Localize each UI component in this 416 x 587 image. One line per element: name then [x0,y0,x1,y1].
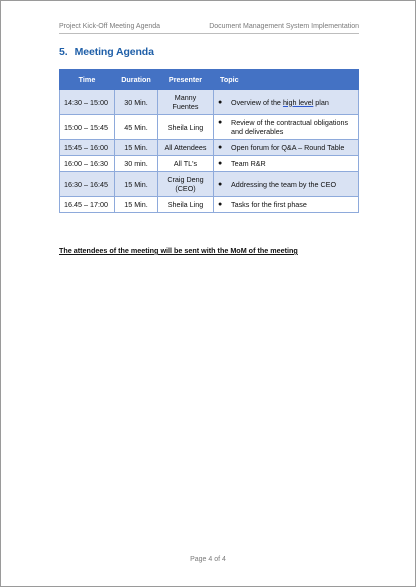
cell-presenter: All Attendees [158,140,214,156]
agenda-header-row [60,70,359,90]
table-row [60,156,359,172]
bullet-icon: ● [218,201,223,208]
agenda-table [59,69,359,213]
cell-presenter: Manny Fuentes [158,90,214,115]
cell-duration: 15 Min. [115,172,158,197]
cell-topic [214,156,359,172]
column-header-topic: Topic [214,70,359,90]
cell-duration: 45 Min. [115,115,158,140]
cell-time: 16.45 – 17:00 [60,197,115,213]
cell-presenter: Sheila Ling [158,197,214,213]
cell-duration: 30 Min. [115,90,158,115]
cell-topic [214,115,359,140]
section-number: 5. [59,46,68,58]
topic-text: Addressing the team by the CEO [231,179,337,189]
table-row [60,115,359,140]
cell-time: 15:45 – 16:00 [60,140,115,156]
attendees-note: The attendees of the meeting will be sent with the MoM of the meeting [59,246,298,255]
topic-text [231,98,329,107]
topic-text: Review of the contractual obligations and deliverables [231,118,349,136]
cell-time: 14:30 – 15:00 [60,90,115,115]
column-header-time: Time [60,70,115,90]
cell-topic [214,140,359,156]
section-title: Meeting Agenda [74,46,154,58]
cell-time: 16:00 – 16:30 [60,156,115,172]
cell-duration: 30 min. [115,156,158,172]
column-header-presenter: Presenter [158,70,214,90]
cell-time: 15:00 – 15:45 [60,115,115,140]
cell-duration: 15 Min. [115,140,158,156]
header-left-text: Project Kick-Off Meeting Agenda [59,23,161,30]
topic-text-part: plan [313,97,329,107]
cell-presenter: Sheila Ling [158,115,214,140]
cell-topic [214,172,359,197]
cell-duration: 15 Min. [115,197,158,213]
cell-topic [214,197,359,213]
topic-text-part: Overview of the [231,97,283,107]
page-number: Page 4 of 4 [190,556,226,563]
table-row [60,90,359,115]
bullet-icon: ● [218,144,223,151]
cell-time: 16:30 – 16:45 [60,172,115,197]
topic-text: Team R&R [231,159,266,168]
topic-text: Open forum for Q&A – Round Table [231,143,345,152]
running-header [59,23,359,34]
section-heading [59,46,154,58]
bullet-icon: ● [218,119,223,126]
topic-link-text: high level [282,97,314,107]
bullet-icon: ● [218,98,223,106]
column-header-duration: Duration [115,70,158,90]
bullet-icon: ● [218,160,223,167]
header-right-text: Document Management System Implementation [209,23,359,30]
cell-presenter: Craig Deng (CEO) [158,172,214,197]
cell-presenter: All TL's [158,156,214,172]
cell-topic [214,90,359,115]
topic-text: Tasks for the first phase [231,200,307,209]
table-row [60,172,359,197]
table-row [60,197,359,213]
table-row [60,140,359,156]
bullet-icon: ● [218,180,223,188]
